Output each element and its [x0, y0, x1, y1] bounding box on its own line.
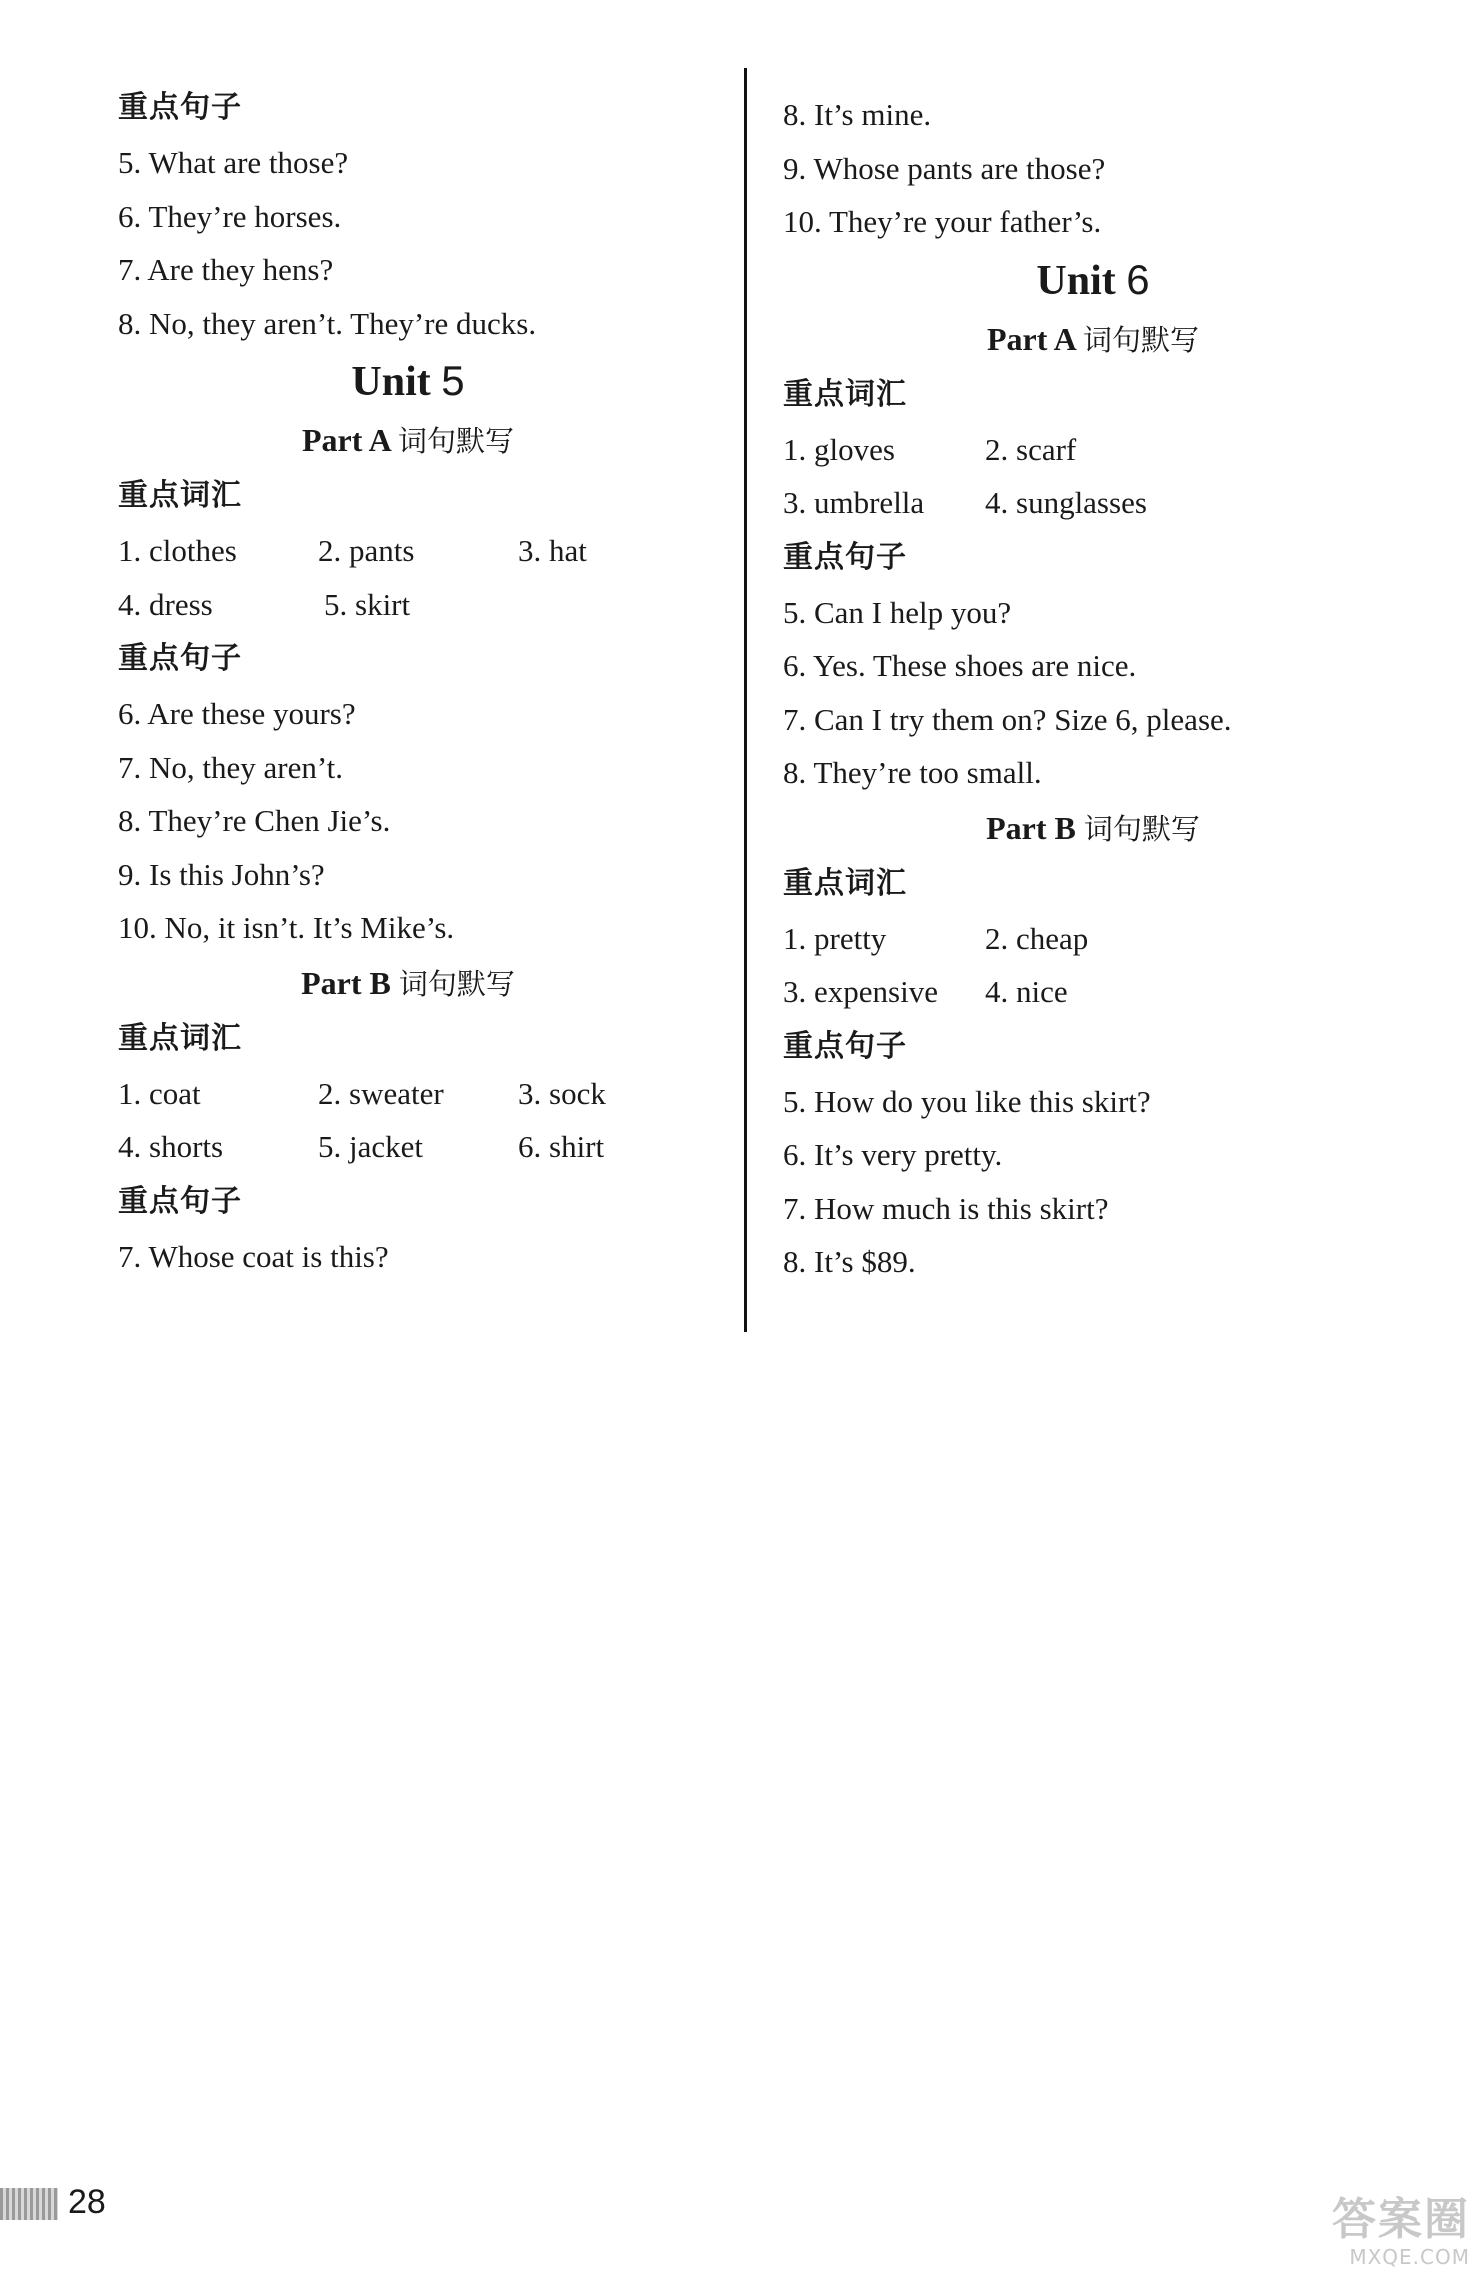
vocab-item: 1. clothes: [118, 533, 237, 568]
section-label-sentences: 重点句子: [118, 1183, 242, 1219]
vocab-item: 3. hat: [518, 533, 587, 568]
sentence-line: 6. Yes. These shoes are nice.: [783, 648, 1137, 683]
vocab-item: 3. umbrella: [783, 485, 925, 520]
sentence-line: 8. No, they aren’t. They’re ducks.: [118, 305, 537, 341]
sentence-line: 8. It’s mine.: [783, 97, 932, 132]
sentence-line: 8. It’s $89.: [783, 1244, 916, 1279]
right-column: [783, 88, 1423, 1289]
watermark-logo: [1290, 2195, 1470, 2273]
watermark-text: 答案圈: [1332, 2194, 1470, 2245]
sentence-line: 6. It’s very pretty.: [783, 1137, 1003, 1172]
part-subtitle: 词句默写: [398, 966, 515, 1001]
vocab-row: [783, 423, 1423, 477]
section-label-sentences: 重点句子: [783, 1028, 907, 1064]
unit-number: 6: [1126, 255, 1150, 303]
vocab-row: [118, 1120, 718, 1174]
unit-5-title: [98, 350, 718, 412]
sentence-line: 7. How much is this skirt?: [783, 1190, 1109, 1226]
page-number: 28: [68, 2183, 106, 2221]
sentence-line: 10. They’re your father’s.: [783, 204, 1102, 239]
sentence-line: 5. Can I help you?: [783, 594, 1012, 630]
vocab-item: 1. coat: [118, 1075, 201, 1111]
vocab-item: 3. expensive: [783, 974, 938, 1009]
section-label-sentences: 重点句子: [118, 90, 242, 125]
vocab-row: [118, 524, 718, 578]
vocab-item: 4. dress: [118, 586, 213, 622]
section-label-vocab: 重点词汇: [118, 1020, 242, 1056]
vocab-item: 4. nice: [985, 974, 1068, 1009]
part-label: Part A: [302, 422, 390, 458]
vocab-item: 2. cheap: [985, 920, 1089, 956]
sentence-line: 9. Is this John’s?: [118, 856, 325, 892]
part-label: Part B: [301, 964, 391, 1001]
sentence-line: 9. Whose pants are those?: [783, 150, 1106, 186]
part-label: Part B: [986, 809, 1076, 846]
unit-5-part-b-title: [98, 955, 718, 1011]
sentence-line: 6. They’re horses.: [118, 198, 342, 234]
vocab-item: 6. shirt: [518, 1129, 605, 1164]
section-label-vocab: 重点词汇: [783, 376, 907, 412]
vocab-item: 1. pretty: [783, 920, 887, 956]
section-label-vocab: 重点词汇: [783, 865, 907, 901]
vocab-item: 1. gloves: [783, 431, 895, 467]
unit-word: Unit: [351, 359, 431, 405]
sentence-line: 7. No, they aren’t.: [118, 749, 343, 785]
vocab-row: [783, 965, 1423, 1019]
unit-number: 5: [441, 357, 465, 404]
part-label: Part A: [987, 320, 1075, 357]
sentence-line: 8. They’re Chen Jie’s.: [118, 803, 391, 838]
sentence-line: 10. No, it isn’t. It’s Mike’s.: [118, 910, 455, 945]
section-label-vocab: 重点词汇: [118, 478, 242, 513]
vocab-row: [118, 578, 718, 632]
vocab-row: [118, 1067, 718, 1121]
vocab-item: 5. skirt: [324, 586, 411, 622]
vocab-row: [783, 912, 1423, 966]
sentence-line: 7. Are they hens?: [118, 252, 334, 287]
vocab-item: 2. pants: [318, 533, 415, 568]
column-divider: [744, 68, 747, 1332]
unit-word: Unit: [1036, 257, 1116, 304]
unit-6-part-a-title: [813, 311, 1373, 367]
unit-6-part-b-title: [813, 800, 1373, 856]
section-label-sentences: 重点句子: [783, 539, 907, 575]
part-subtitle: 词句默写: [1082, 322, 1199, 357]
unit-5-part-a-title: [98, 412, 718, 468]
sentence-line: 6. Are these yours?: [118, 696, 356, 731]
page-corner-decoration: [0, 2188, 58, 2220]
vocab-item: 5. jacket: [318, 1129, 424, 1164]
watermark-url: MXQE.COM: [1349, 2245, 1470, 2269]
vocab-row: [783, 476, 1423, 530]
vocab-item: 2. scarf: [985, 431, 1077, 467]
sentence-line: 5. What are those?: [118, 145, 349, 180]
sentence-line: 8. They’re too small.: [783, 755, 1042, 790]
vocab-item: 4. shorts: [118, 1129, 224, 1164]
vocab-item: 4. sunglasses: [985, 485, 1147, 520]
sentence-line: 5. How do you like this skirt?: [783, 1083, 1151, 1119]
part-subtitle: 词句默写: [397, 424, 514, 458]
unit-6-title: [813, 249, 1373, 311]
vocab-item: 3. sock: [518, 1075, 606, 1111]
left-column: [118, 80, 718, 1283]
vocab-item: 2. sweater: [318, 1075, 444, 1111]
section-label-sentences: 重点句子: [118, 641, 242, 676]
sentence-line: 7. Can I try them on? Size 6, please.: [783, 701, 1232, 737]
sentence-line: 7. Whose coat is this?: [118, 1238, 389, 1274]
part-subtitle: 词句默写: [1083, 811, 1200, 846]
